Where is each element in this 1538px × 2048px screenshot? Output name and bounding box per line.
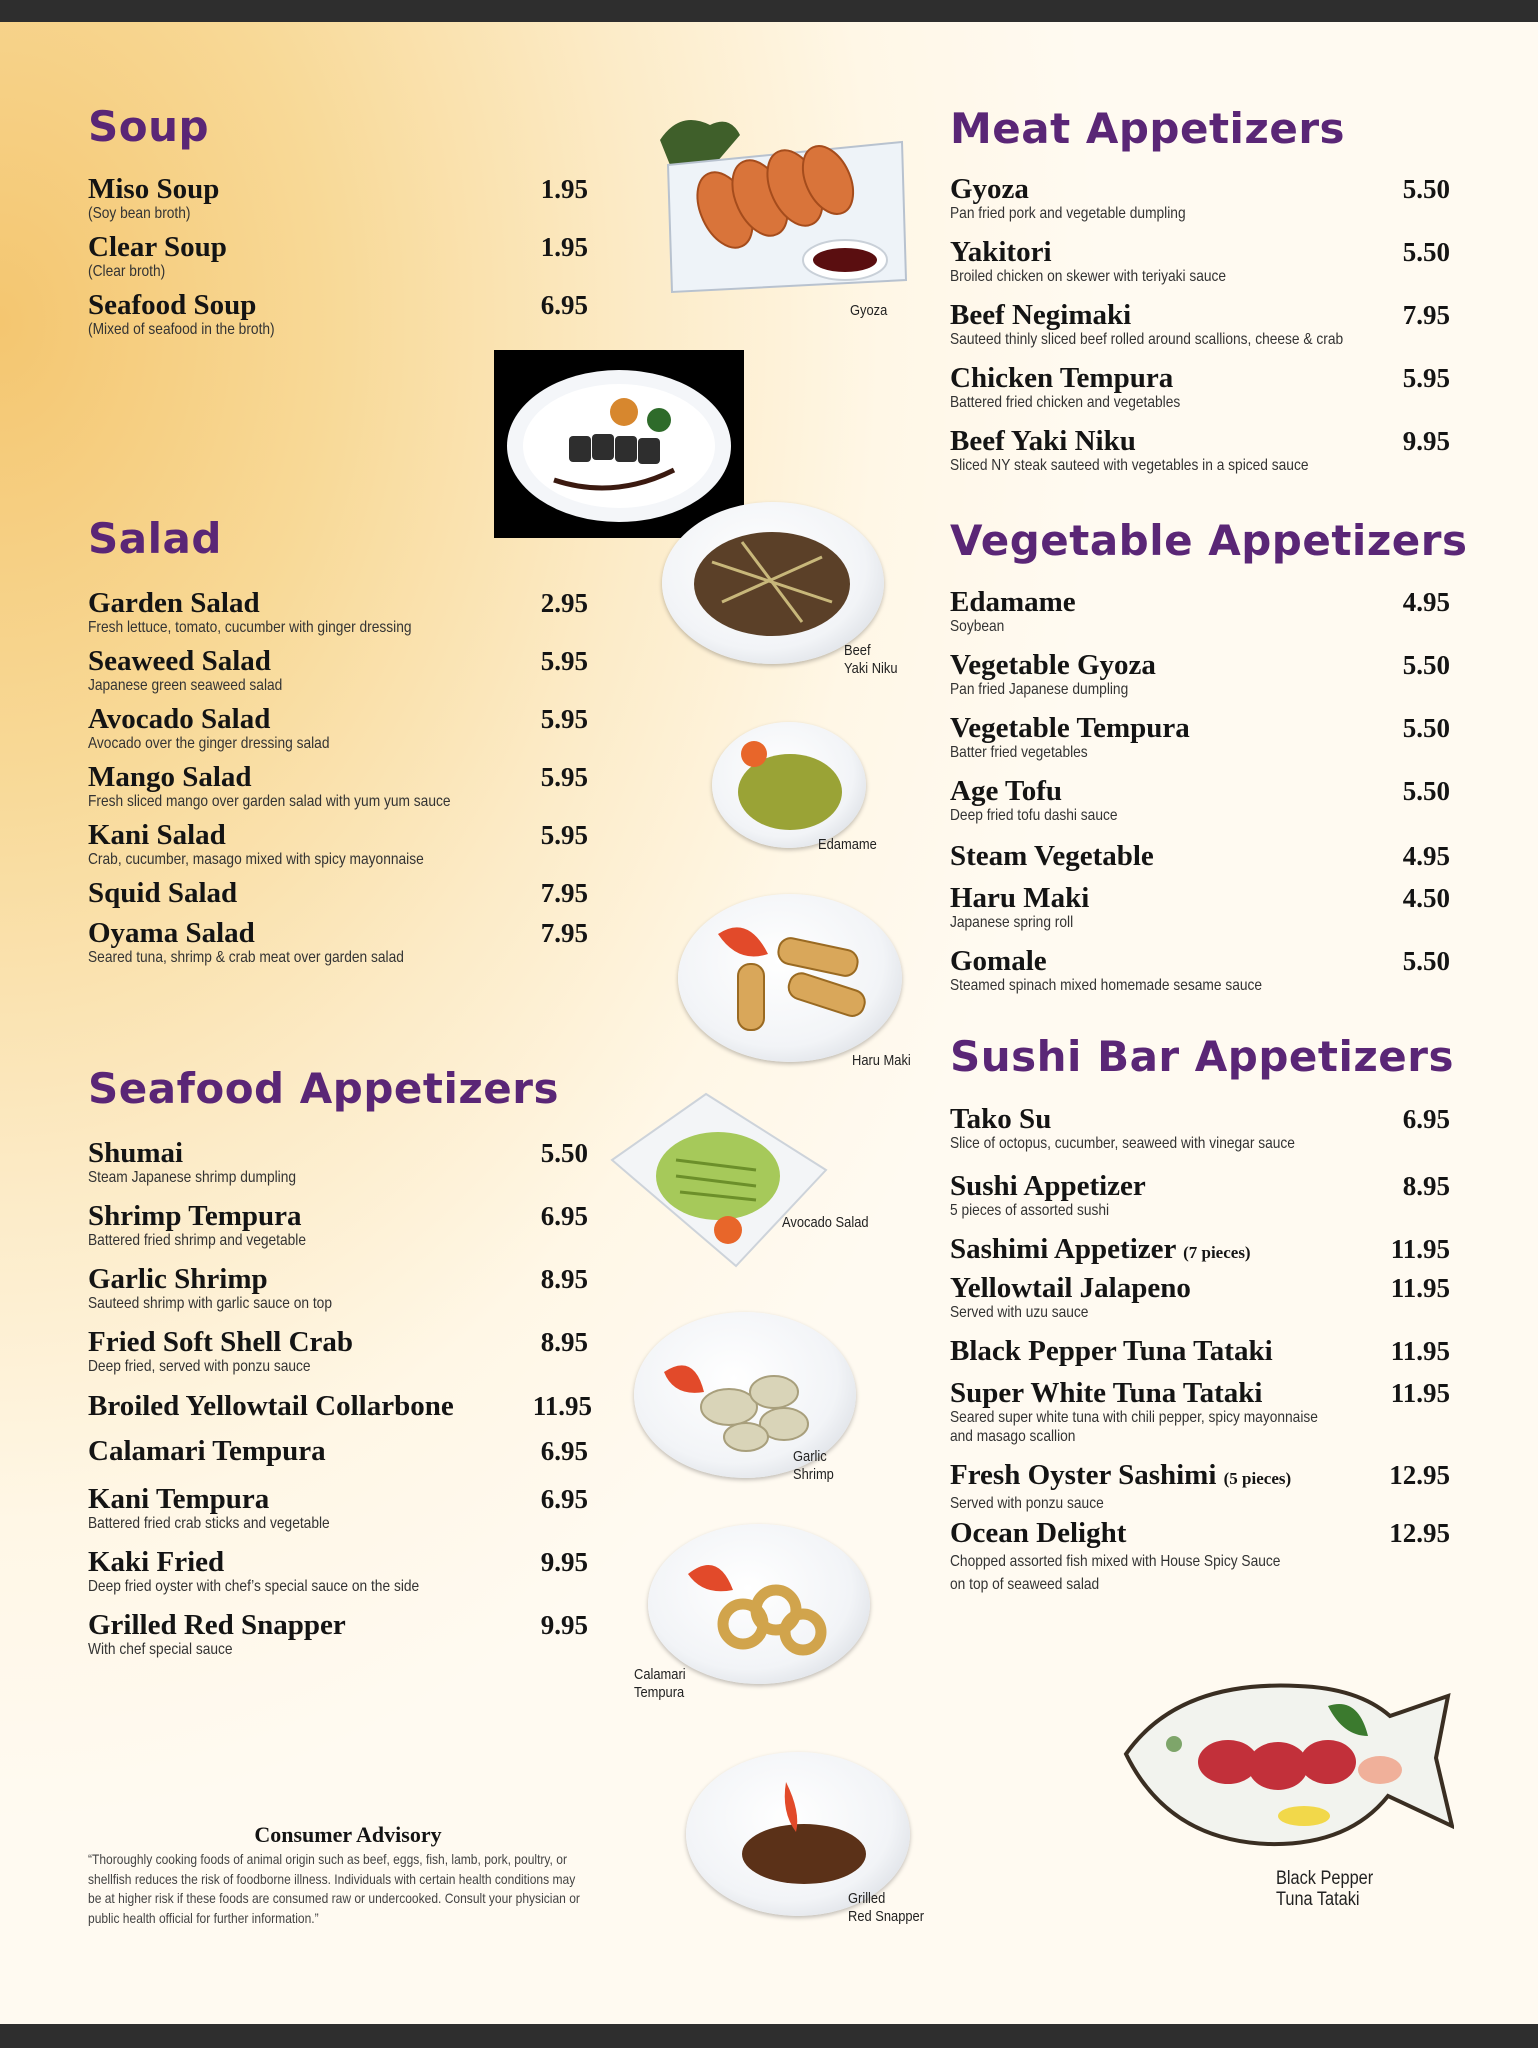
item-name: Tako Su bbox=[950, 1103, 1052, 1135]
item-name: Calamari Tempura bbox=[88, 1435, 326, 1467]
item-price: 8.95 bbox=[540, 1264, 588, 1294]
photo-caption-line: Calamari bbox=[634, 1666, 686, 1683]
item-description: Fresh lettuce, tomato, cucumber with ginger dressing bbox=[88, 619, 412, 636]
photo-caption-line: Shrimp bbox=[793, 1466, 834, 1483]
menu-item bbox=[88, 704, 588, 753]
item-name-text: Fresh Oyster Sashimi bbox=[950, 1459, 1217, 1491]
item-name: Garlic Shrimp bbox=[88, 1263, 268, 1295]
item-price: 5.50 bbox=[1402, 713, 1450, 743]
menu-item bbox=[950, 1460, 1450, 1513]
item-price: 7.95 bbox=[540, 878, 588, 908]
item-price: 1.95 bbox=[540, 232, 588, 262]
menu-item bbox=[88, 878, 588, 908]
item-price: 12.95 bbox=[1389, 1460, 1450, 1490]
item-description: Battered fried crab sticks and vegetable bbox=[88, 1515, 330, 1532]
menu-item bbox=[88, 174, 588, 223]
menu-item bbox=[88, 1610, 588, 1659]
advisory-text bbox=[88, 1850, 595, 1928]
item-price: 4.95 bbox=[1402, 841, 1450, 871]
item-description: Batter fried vegetables bbox=[950, 744, 1088, 761]
item-description: Battered fried shrimp and vegetable bbox=[88, 1232, 306, 1249]
menu-item bbox=[88, 762, 588, 811]
item-description: Japanese spring roll bbox=[950, 914, 1074, 931]
photo-caption-line: Grilled bbox=[848, 1890, 886, 1907]
menu-item bbox=[950, 1336, 1450, 1366]
item-name bbox=[950, 1460, 1450, 1494]
item-name: Seafood Soup bbox=[88, 289, 257, 321]
photo-caption-line: Red Snapper bbox=[848, 1908, 925, 1925]
menu-item bbox=[950, 174, 1450, 223]
item-quantity: (7 pieces) bbox=[1183, 1243, 1251, 1262]
item-name: Black Pepper Tuna Tataki bbox=[950, 1335, 1273, 1367]
advisory-line: “Thoroughly cooking foods of animal origin such as beef, eggs, fish, lamb, pork, poultry, or bbox=[88, 1851, 567, 1867]
item-name: Vegetable Gyoza bbox=[950, 649, 1156, 681]
advisory-line: be at higher risk if these foods are consumed raw or undercooked. Consult your physician or bbox=[88, 1890, 580, 1906]
photo-caption: Edamame bbox=[818, 836, 877, 853]
advisory-line: shellfish reduces the risk of foodborne illness. Individuals with certain health conditions may bbox=[88, 1870, 576, 1887]
item-name: Super White Tuna Tataki bbox=[950, 1377, 1263, 1409]
menu-item bbox=[950, 1378, 1450, 1446]
menu-item bbox=[950, 946, 1450, 995]
menu-item bbox=[950, 300, 1450, 349]
item-description: Chopped assorted fish mixed with House Spicy Sauce bbox=[950, 1553, 1281, 1570]
section-heading-seafood: Seafood Appetizers bbox=[88, 1064, 559, 1113]
item-name: Garden Salad bbox=[88, 587, 260, 619]
item-description: Slice of octopus, cucumber, seaweed with vinegar sauce bbox=[950, 1135, 1295, 1152]
menu-item bbox=[950, 841, 1450, 871]
item-name: Mango Salad bbox=[88, 761, 252, 793]
menu-item bbox=[88, 290, 588, 339]
item-name: Kaki Fried bbox=[88, 1546, 225, 1578]
section-heading-salad: Salad bbox=[88, 514, 222, 563]
item-name: Age Tofu bbox=[950, 775, 1063, 807]
photo-caption-line: Garlic bbox=[793, 1448, 827, 1465]
item-description: Steam Japanese shrimp dumpling bbox=[88, 1169, 297, 1186]
item-description: Japanese green seaweed salad bbox=[88, 677, 283, 694]
photo-caption bbox=[1276, 1868, 1373, 1910]
item-name: Oyama Salad bbox=[88, 917, 255, 949]
item-name: Clear Soup bbox=[88, 231, 227, 263]
item-price: 8.95 bbox=[540, 1327, 588, 1357]
item-price: 5.50 bbox=[1402, 946, 1450, 976]
section-heading-meat: Meat Appetizers bbox=[950, 104, 1346, 153]
item-description: Steamed spinach mixed homemade sesame sauce bbox=[950, 977, 1263, 994]
item-price: 6.95 bbox=[540, 290, 588, 320]
item-name: Beef Negimaki bbox=[950, 299, 1132, 331]
item-price: 5.95 bbox=[1402, 363, 1450, 393]
item-price: 6.95 bbox=[540, 1201, 588, 1231]
item-description: Soybean bbox=[950, 618, 1005, 635]
item-description: Pan fried pork and vegetable dumpling bbox=[950, 205, 1186, 222]
menu-item bbox=[950, 363, 1450, 412]
menu-item bbox=[950, 713, 1450, 762]
menu-item bbox=[88, 1436, 588, 1466]
item-price: 5.50 bbox=[1402, 776, 1450, 806]
haru-maki-photo bbox=[678, 894, 902, 1062]
item-price: 2.95 bbox=[540, 588, 588, 618]
item-price: 11.95 bbox=[1390, 1273, 1450, 1303]
menu-item bbox=[950, 237, 1450, 286]
item-price: 5.50 bbox=[1402, 650, 1450, 680]
item-name: Avocado Salad bbox=[88, 703, 271, 735]
item-quantity: (5 pieces) bbox=[1223, 1469, 1292, 1488]
item-description: (Soy bean broth) bbox=[88, 205, 191, 222]
item-name: Gyoza bbox=[950, 173, 1029, 205]
item-name: Kani Salad bbox=[88, 819, 226, 851]
item-price: 9.95 bbox=[1402, 426, 1450, 456]
item-price: 11.95 bbox=[1390, 1234, 1450, 1264]
photo-caption: Haru Maki bbox=[852, 1052, 911, 1069]
item-price: 6.95 bbox=[540, 1436, 588, 1466]
photo-caption-line: Yaki Niku bbox=[844, 660, 898, 677]
item-description: With chef special sauce bbox=[88, 1641, 233, 1658]
item-description: Pan fried Japanese dumpling bbox=[950, 681, 1129, 698]
item-price: 5.50 bbox=[540, 1138, 588, 1168]
item-price: 11.95 bbox=[1390, 1336, 1450, 1366]
menu-item bbox=[950, 883, 1450, 932]
photo-caption-line: Tempura bbox=[634, 1684, 685, 1701]
item-description: Seared super white tuna with chili pepper, spicy mayonnaise bbox=[950, 1409, 1318, 1426]
item-price: 5.95 bbox=[540, 820, 588, 850]
item-price: 9.95 bbox=[540, 1547, 588, 1577]
menu-item bbox=[88, 1264, 588, 1313]
menu-item bbox=[88, 232, 588, 281]
consumer-advisory bbox=[88, 1822, 598, 1928]
edamame-photo bbox=[712, 722, 866, 848]
item-description: (Clear broth) bbox=[88, 263, 166, 280]
advisory-title: Consumer Advisory bbox=[254, 1822, 442, 1847]
photo-caption bbox=[634, 1666, 686, 1702]
item-price: 7.95 bbox=[540, 918, 588, 948]
item-description: Sauteed shrimp with garlic sauce on top bbox=[88, 1295, 332, 1312]
gyoza-photo bbox=[650, 110, 910, 300]
menu-item bbox=[88, 1327, 588, 1376]
menu-item bbox=[88, 1547, 588, 1596]
menu-item bbox=[88, 1138, 588, 1187]
item-description: Crab, cucumber, masago mixed with spicy mayonnaise bbox=[88, 851, 424, 868]
avocado-salad-photo bbox=[606, 1090, 830, 1270]
item-price: 7.95 bbox=[1402, 300, 1450, 330]
item-price: 6.95 bbox=[1402, 1104, 1450, 1134]
item-description: Served with uzu sauce bbox=[950, 1304, 1089, 1321]
item-name: Haru Maki bbox=[950, 882, 1090, 914]
item-price: 11.95 bbox=[532, 1391, 592, 1421]
item-description: 5 pieces of assorted sushi bbox=[950, 1202, 1110, 1219]
item-name: Seaweed Salad bbox=[88, 645, 271, 677]
item-price: 9.95 bbox=[540, 1610, 588, 1640]
menu-item bbox=[950, 1518, 1450, 1594]
item-description-line-2: and masago scallion bbox=[950, 1428, 1076, 1445]
item-name: Chicken Tempura bbox=[950, 362, 1174, 394]
section-heading-vegetable: Vegetable Appetizers bbox=[950, 516, 1468, 565]
menu-item bbox=[950, 1104, 1450, 1153]
menu-item bbox=[88, 1201, 588, 1250]
item-name: Shrimp Tempura bbox=[88, 1200, 302, 1232]
item-description: Broiled chicken on skewer with teriyaki sauce bbox=[950, 268, 1227, 285]
item-name: Fried Soft Shell Crab bbox=[88, 1326, 354, 1358]
item-price: 4.95 bbox=[1402, 587, 1450, 617]
menu-item bbox=[950, 1234, 1450, 1268]
item-name: Sushi Appetizer bbox=[950, 1170, 1146, 1202]
beef-yaki-niku-photo bbox=[662, 502, 884, 664]
item-description: Deep fried oyster with chef’s special sauce on the side bbox=[88, 1578, 420, 1595]
photo-caption bbox=[844, 642, 898, 678]
item-price: 1.95 bbox=[540, 174, 588, 204]
advisory-line: public health official for further information.” bbox=[88, 1909, 319, 1926]
photo-caption bbox=[793, 1448, 834, 1484]
menu-item bbox=[950, 650, 1450, 699]
menu-item bbox=[950, 587, 1450, 636]
item-name: Broiled Yellowtail Collarbone bbox=[88, 1390, 454, 1422]
menu-item bbox=[88, 1484, 588, 1533]
menu-item bbox=[88, 820, 588, 869]
menu-item bbox=[88, 1390, 592, 1422]
item-name: Vegetable Tempura bbox=[950, 712, 1190, 744]
item-name: Shumai bbox=[88, 1137, 184, 1169]
item-description: Battered fried chicken and vegetables bbox=[950, 394, 1181, 411]
menu-item bbox=[950, 426, 1450, 475]
photo-caption: Avocado Salad bbox=[782, 1214, 869, 1231]
photo-caption bbox=[848, 1890, 924, 1926]
photo-caption-line: Tuna Tataki bbox=[1276, 1889, 1360, 1910]
section-heading-sushi-bar: Sushi Bar Appetizers bbox=[950, 1032, 1454, 1081]
item-price: 4.50 bbox=[1402, 883, 1450, 913]
menu-item bbox=[88, 646, 588, 695]
item-name: Squid Salad bbox=[88, 877, 238, 909]
menu-page bbox=[0, 22, 1538, 2024]
item-description: (Mixed of seafood in the broth) bbox=[88, 321, 275, 338]
section-heading-soup: Soup bbox=[88, 102, 210, 151]
item-price: 8.95 bbox=[1402, 1171, 1450, 1201]
calamari-tempura-photo bbox=[648, 1524, 870, 1684]
item-name: Miso Soup bbox=[88, 173, 220, 205]
item-name bbox=[950, 1234, 1450, 1268]
item-name: Steam Vegetable bbox=[950, 840, 1154, 872]
item-description: Deep fried, served with ponzu sauce bbox=[88, 1358, 311, 1375]
menu-item bbox=[88, 588, 588, 637]
item-name: Yakitori bbox=[950, 236, 1052, 268]
item-name: Edamame bbox=[950, 586, 1076, 618]
item-name: Yellowtail Jalapeno bbox=[950, 1272, 1191, 1304]
item-name-text: Sashimi Appetizer bbox=[950, 1233, 1176, 1265]
item-description-line-2: on top of seaweed salad bbox=[950, 1576, 1100, 1593]
item-description: Deep fried tofu dashi sauce bbox=[950, 807, 1118, 824]
menu-item bbox=[88, 918, 588, 967]
item-name: Gomale bbox=[950, 945, 1047, 977]
item-price: 11.95 bbox=[1390, 1378, 1450, 1408]
item-description: Avocado over the ginger dressing salad bbox=[88, 735, 330, 752]
item-description: Fresh sliced mango over garden salad with yum yum sauce bbox=[88, 793, 451, 810]
photo-caption-line: Black Pepper bbox=[1276, 1868, 1374, 1889]
item-price: 12.95 bbox=[1389, 1518, 1450, 1548]
photo-caption: Gyoza bbox=[850, 302, 888, 319]
menu-item bbox=[950, 1171, 1450, 1220]
item-name: Beef Yaki Niku bbox=[950, 425, 1136, 457]
photo-caption-line: Beef bbox=[844, 642, 871, 659]
item-price: 5.95 bbox=[540, 646, 588, 676]
item-description: Served with ponzu sauce bbox=[950, 1495, 1104, 1512]
item-description: Seared tuna, shrimp & crab meat over garden salad bbox=[88, 949, 404, 966]
item-description: Sliced NY steak sauteed with vegetables in a spiced sauce bbox=[950, 457, 1309, 474]
menu-item bbox=[950, 776, 1450, 825]
item-price: 5.50 bbox=[1402, 237, 1450, 267]
item-name: Grilled Red Snapper bbox=[88, 1609, 346, 1641]
item-price: 5.95 bbox=[540, 762, 588, 792]
black-pepper-tuna-tataki-photo bbox=[1118, 1666, 1454, 1856]
item-price: 5.95 bbox=[540, 704, 588, 734]
menu-item bbox=[950, 1273, 1450, 1322]
left-column bbox=[88, 22, 592, 2022]
item-name: Ocean Delight bbox=[950, 1517, 1127, 1549]
item-price: 6.95 bbox=[540, 1484, 588, 1514]
item-name: Kani Tempura bbox=[88, 1483, 270, 1515]
item-description: Sauteed thinly sliced beef rolled around scallions, cheese & crab bbox=[950, 331, 1344, 348]
item-price: 5.50 bbox=[1402, 174, 1450, 204]
